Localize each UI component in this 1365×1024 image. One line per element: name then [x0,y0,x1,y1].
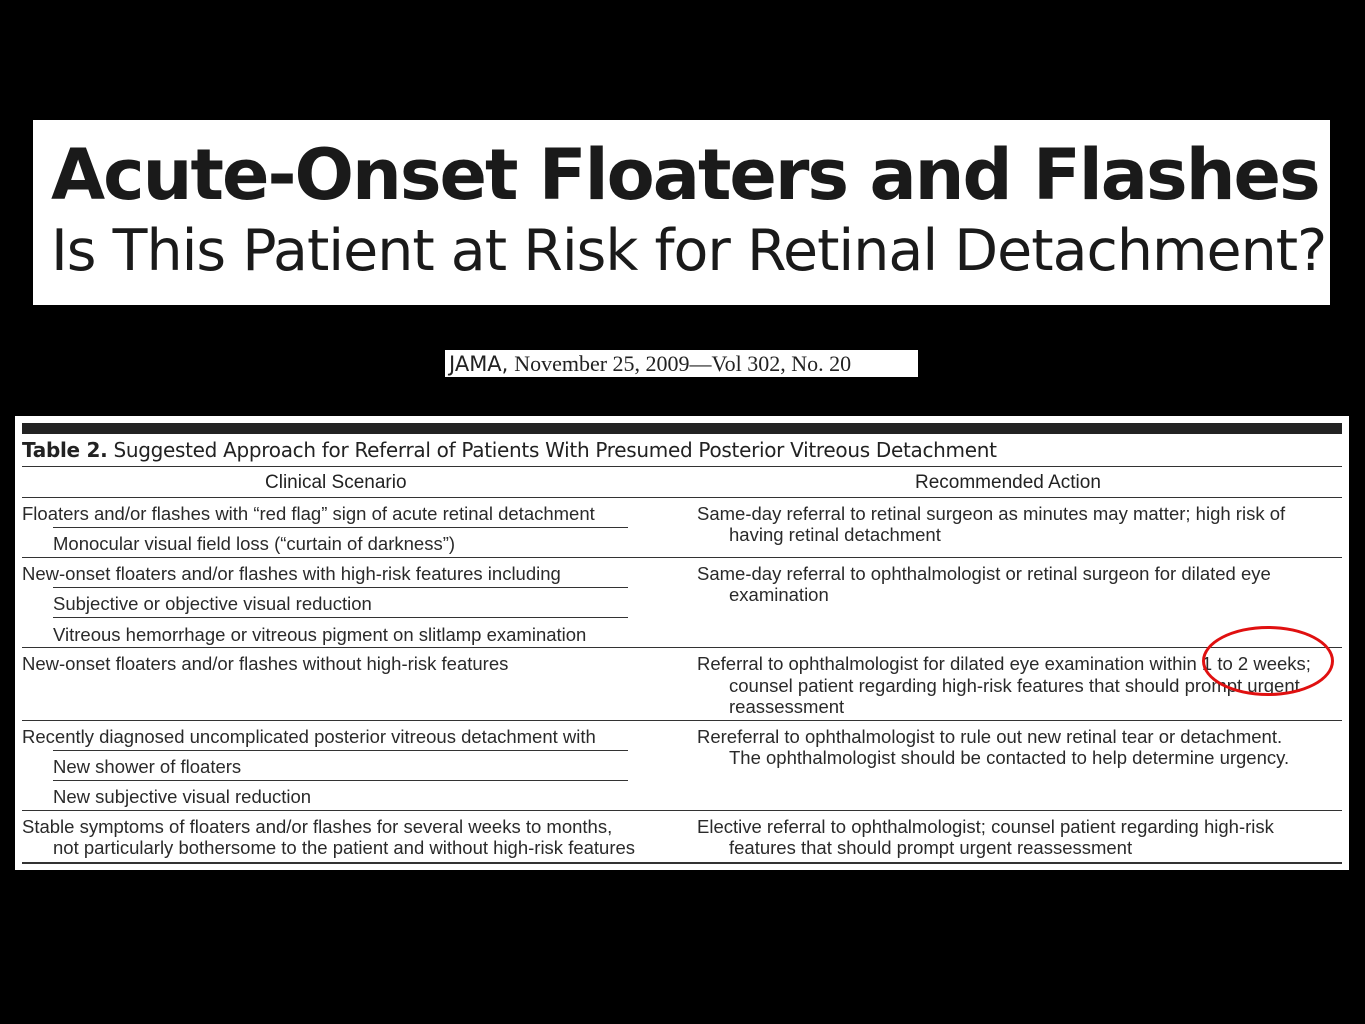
table-caption-label: Table 2. [22,438,108,462]
header-recommended-action: Recommended Action [915,472,1101,493]
row-1-action-line-2: having retinal detachment [729,524,941,545]
row-3-action-line-3: reassessment [729,696,845,717]
journal-citation [445,350,918,377]
header-clinical-scenario: Clinical Scenario [265,472,407,493]
row-1-sub-1: Monocular visual field loss (“curtain of darkness”) [53,533,456,554]
divider [22,720,1342,721]
journal-issue: November 25, 2009—Vol 302, No. 20 [514,351,852,376]
row-2-scenario: New-onset floaters and/or flashes with high-risk features including [22,563,561,584]
row-4-sub-1: New shower of floaters [53,756,242,777]
divider [22,557,1342,558]
row-5-action-line-1: Elective referral to ophthalmologist; counsel patient regarding high-risk [697,816,1274,837]
row-5-scenario: Stable symptoms of floaters and/or flashes for several weeks to months, [22,816,613,837]
row-1-action-line-1: Same-day referral to retinal surgeon as minutes may matter; high risk of [697,503,1286,524]
journal-name: JAMA, [449,352,509,376]
highlight-circle [1202,626,1334,696]
row-4-scenario: Recently diagnosed uncomplicated posterior vitreous detachment with [22,726,596,747]
row-2-sub-1: Subjective or objective visual reduction [53,593,372,614]
row-2-action-line-1: Same-day referral to ophthalmologist or retinal surgeon for dilated eye [697,563,1271,584]
article-title: Acute-Onset Floaters and Flashes [51,134,1319,216]
row-5-action-line-2: features that should prompt urgent reassessment [729,837,1133,858]
referral-table [15,416,1349,870]
row-2-sub-2: Vitreous hemorrhage or vitreous pigment on slitlamp examination [53,624,587,645]
divider [53,780,628,781]
divider [53,750,628,751]
divider [22,466,1342,467]
divider [22,647,1342,648]
row-1-scenario: Floaters and/or flashes with “red flag” sign of acute retinal detachment [22,503,595,524]
row-4-action-line-1: Rereferral to ophthalmologist to rule out new retinal tear or detachment. [697,726,1283,747]
divider [53,617,628,618]
row-5-scenario-cont: not particularly bothersome to the patient and without high-risk features [53,837,636,858]
table-top-rule [22,423,1342,434]
row-3-scenario: New-onset floaters and/or flashes without high-risk features [22,653,509,674]
row-3-action-line-1: Referral to ophthalmologist for dilated eye examination within 1 to 2 weeks; [697,653,1311,674]
divider [53,527,628,528]
table-caption-text: Suggested Approach for Referral of Patients With Presumed Posterior Vitreous Detachment [113,438,997,462]
table-bottom-rule [22,862,1342,864]
row-4-action-line-2: The ophthalmologist should be contacted to help determine urgency. [729,747,1290,768]
divider [22,497,1342,498]
row-3-action-line-2: counsel patient regarding high-risk features that should prompt urgent [729,675,1300,696]
row-2-action-line-2: examination [729,584,829,605]
row-4-sub-2: New subjective visual reduction [53,786,312,807]
table-caption [22,438,997,462]
article-subtitle: Is This Patient at Risk for Retinal Detachment? [51,218,1327,284]
divider [53,587,628,588]
article-title-banner [33,120,1330,305]
divider [22,810,1342,811]
